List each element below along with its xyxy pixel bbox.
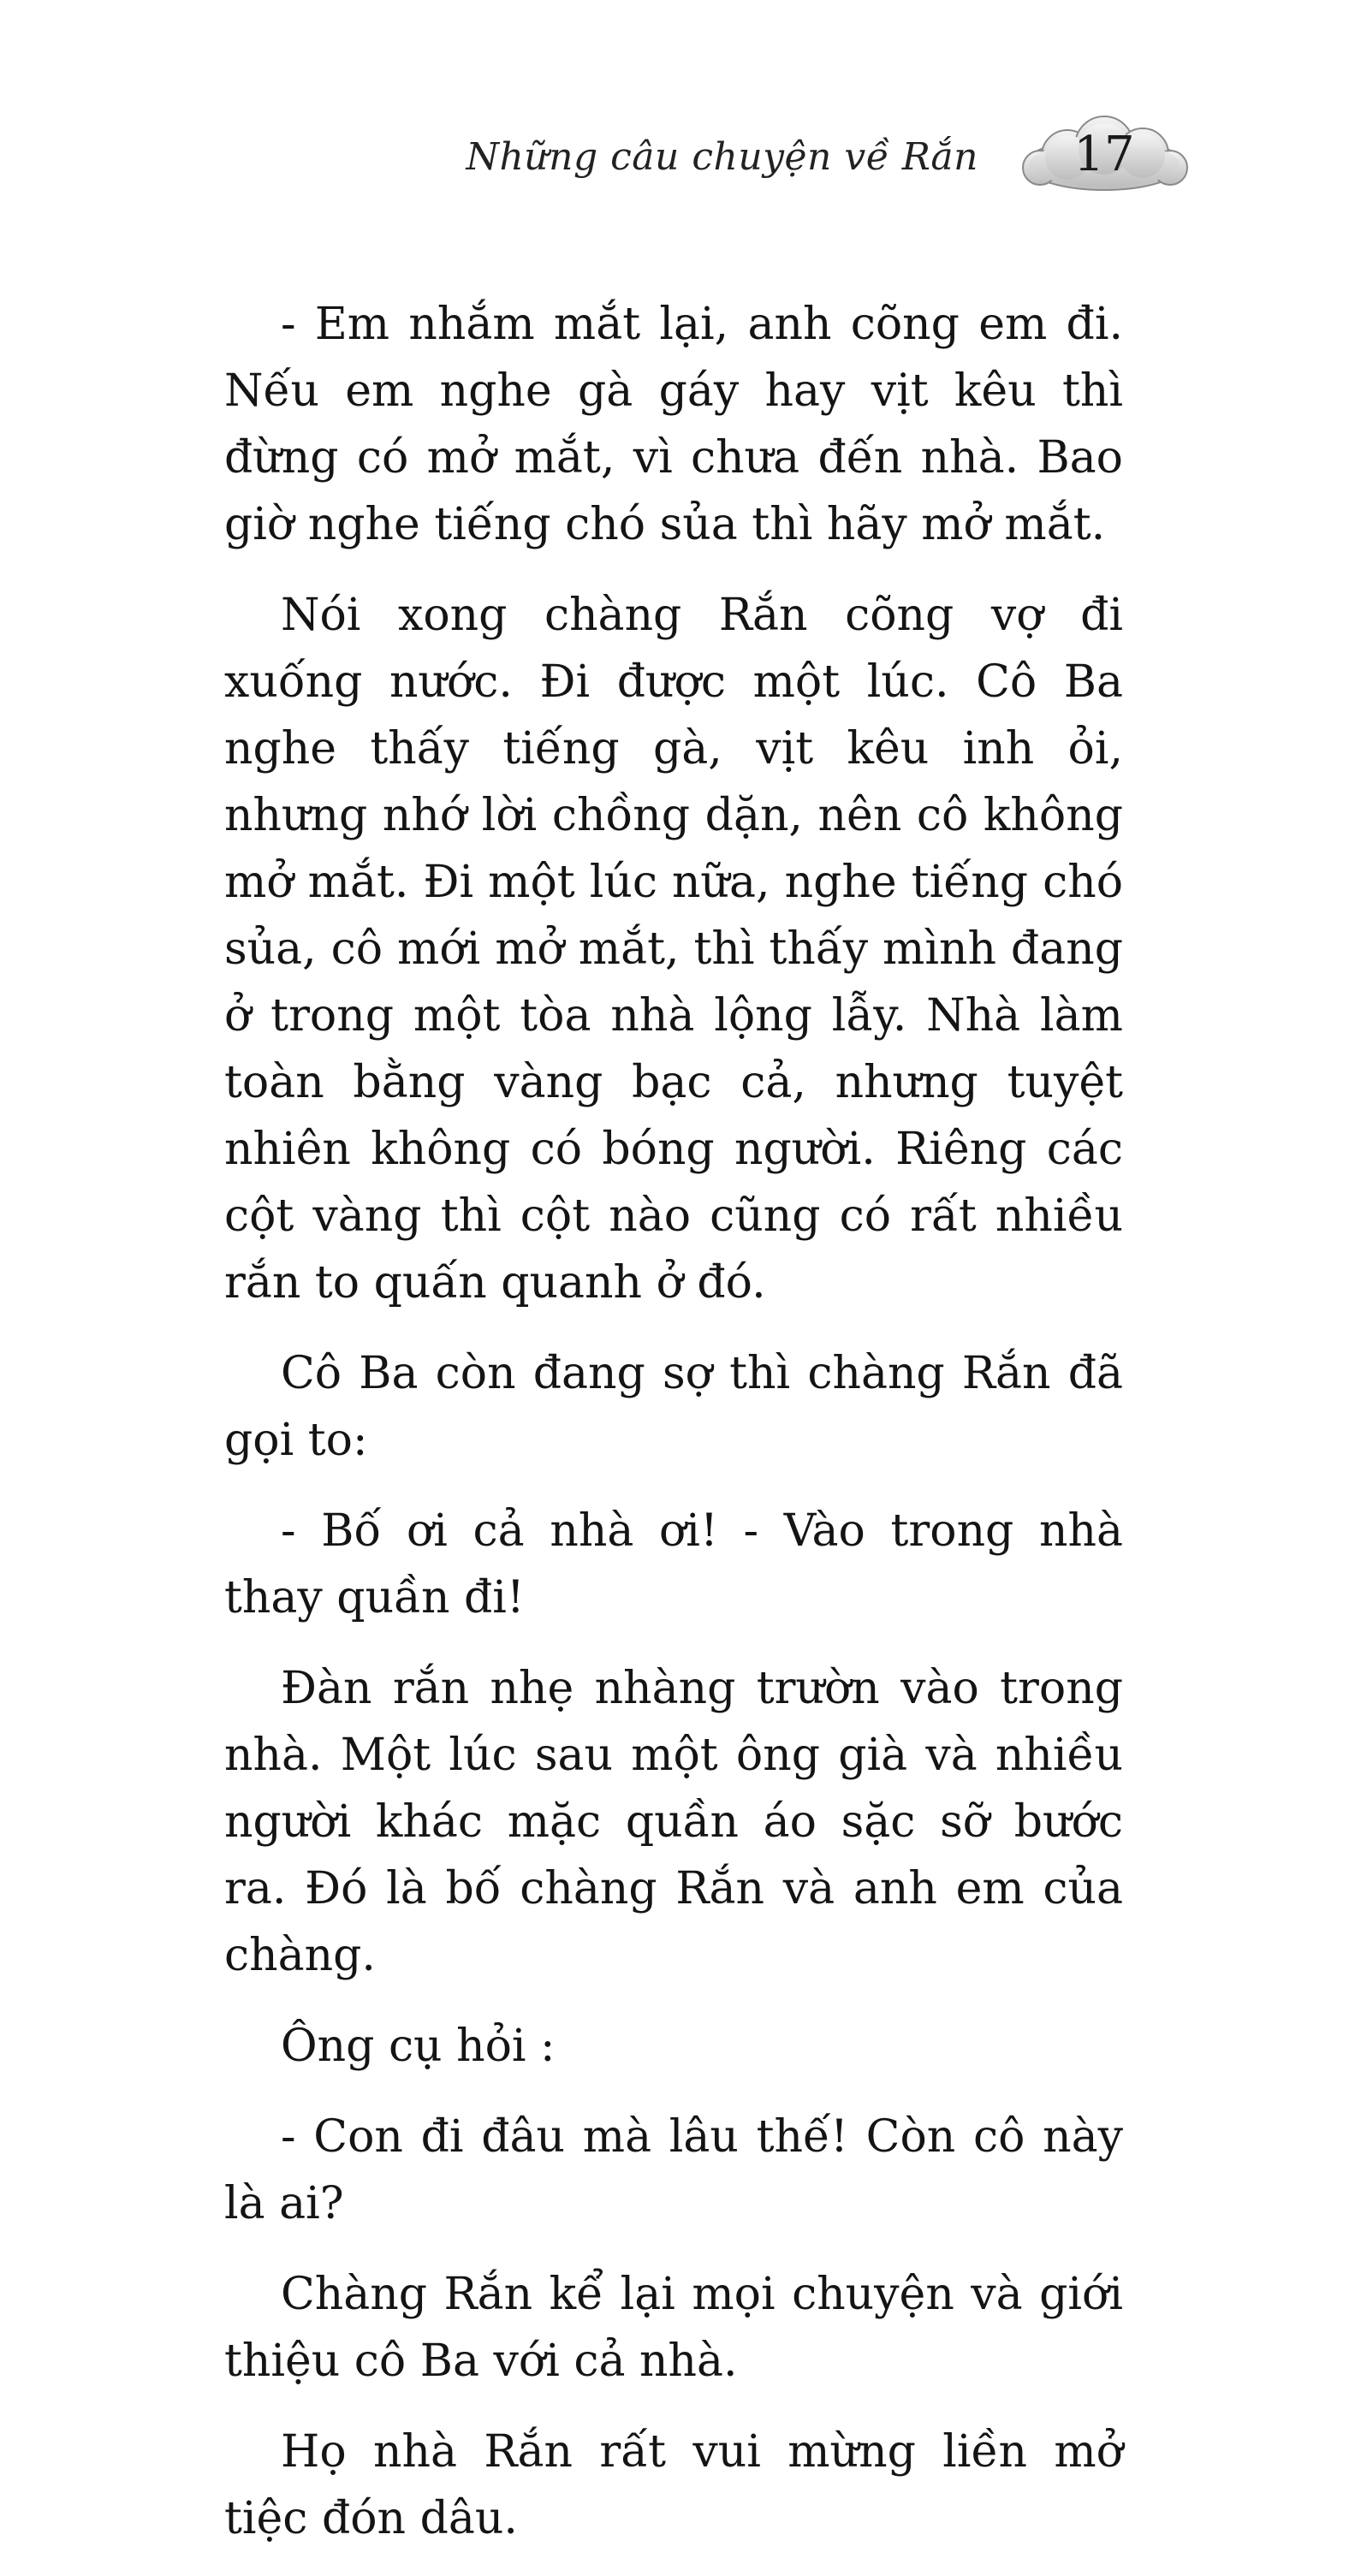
page-number: 17 [1073, 127, 1135, 182]
story-text [224, 291, 1123, 2576]
running-header [0, 111, 1355, 205]
paragraph: - Em nhắm mắt lại, anh cõng em đi. Nếu em nghe gà gáy hay vịt kêu thì đừng có mở mắt, vì chưa đến nhà. Bao giờ nghe tiếng chó sủa thì hãy mở mắt. [224, 299, 1123, 550]
paragraph: - Bố ơi cả nhà ơi! - Vào trong nhà thay quần đi! [224, 1505, 1123, 1623]
cloud-page-number-badge [1014, 111, 1194, 205]
paragraph: - Con đi đâu mà lâu thế! Còn cô này là ai? [224, 2111, 1123, 2229]
paragraph: Nói xong chàng Rắn cõng vợ đi xuống nước. Đi được một lúc. Cô Ba nghe thấy tiếng gà, vịt kêu inh ỏi, nhưng nhớ lời chồng dặn, nên cô không mở mắt. Đi một lúc nữa, nghe tiếng chó sủa, cô mới mở mắt, thì thấy mình đang ở trong một tòa nhà lộng lẫy. Nhà làm toàn bằng vàng bạc cả, nhưng tuyệt nhiên không có bóng người. Riêng các cột vàng thì cột nào cũng có rất nhiều rắn to quấn quanh ở đó. [224, 590, 1123, 1309]
paragraph: Cô Ba còn đang sợ thì chàng Rắn đã gọi to: [224, 1348, 1123, 1466]
paragraph: Ông cụ hỏi : [281, 2021, 556, 2072]
paragraph: Đàn rắn nhẹ nhàng trườn vào trong nhà. Một lúc sau một ông già và nhiều người khác mặc quần áo sặc sỡ bước ra. Đó là bố chàng Rắn và anh em của chàng. [224, 1663, 1123, 1981]
paragraph: Chàng Rắn kể lại mọi chuyện và giới thiệu cô Ba với cả nhà. [224, 2269, 1123, 2387]
paragraph: Họ nhà Rắn rất vui mừng liền mở tiệc đón dâu. [224, 2426, 1123, 2544]
running-header-title: Những câu chuyện về Rắn [466, 135, 978, 179]
